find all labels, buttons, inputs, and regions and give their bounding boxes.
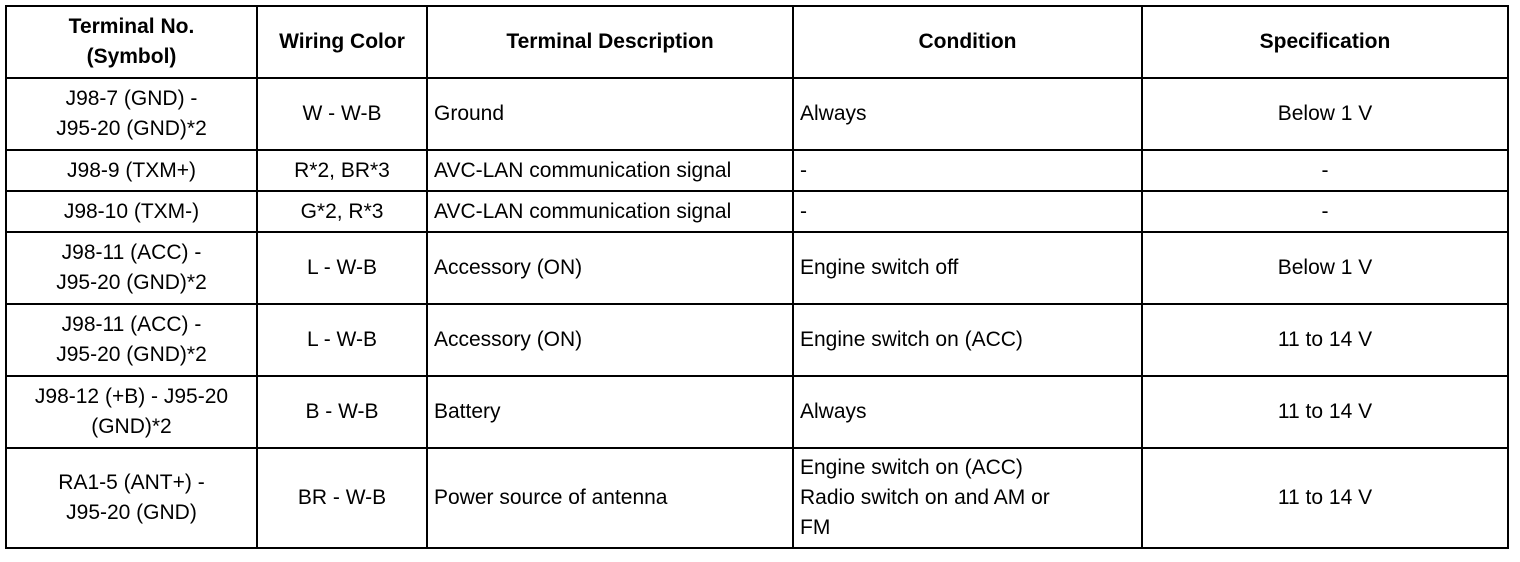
description-cell: Accessory (ON) [427, 232, 793, 304]
terminal-line: J98-10 (TXM-) [63, 199, 200, 223]
terminal-line: J98-9 (TXM+) [67, 158, 196, 182]
wiring-cell: W - W-B [257, 78, 427, 150]
condition-cell [793, 304, 1142, 376]
header-terminal-description: Terminal Description [427, 6, 793, 78]
table-row [6, 191, 1508, 232]
terminal-cell [6, 150, 257, 191]
condition-cell [793, 376, 1142, 448]
terminal-spec-table [5, 5, 1509, 549]
terminal-cell [6, 376, 257, 448]
wiring-cell: B - W-B [257, 376, 427, 448]
specification-cell: 11 to 14 V [1142, 304, 1508, 376]
terminal-line: (GND)*2 [91, 415, 172, 438]
terminal-line: J95-20 (GND)*2 [56, 117, 207, 140]
header-terminal-no [6, 6, 257, 78]
terminal-cell [6, 191, 257, 232]
terminal-line: RA1-5 (ANT+) - [58, 471, 205, 494]
table-header-row [6, 6, 1508, 78]
description-cell: Ground [427, 78, 793, 150]
description-cell: Battery [427, 376, 793, 448]
condition-cell [793, 150, 1142, 191]
terminal-line: J98-12 (+B) - J95-20 [34, 385, 229, 408]
terminal-line: J95-20 (GND)*2 [56, 271, 207, 294]
header-condition: Condition [793, 6, 1142, 78]
specification-cell: Below 1 V [1142, 232, 1508, 304]
table-row [6, 304, 1508, 376]
terminal-line: J98-11 (ACC) - [61, 313, 202, 336]
terminal-line: J98-7 (GND) - [65, 87, 198, 110]
table-row [6, 78, 1508, 150]
table-row [6, 376, 1508, 448]
terminal-line: J95-20 (GND)*2 [56, 343, 207, 366]
wiring-cell: L - W-B [257, 304, 427, 376]
table-row [6, 150, 1508, 191]
condition-line: Engine switch on (ACC) [800, 328, 1023, 351]
condition-line: Radio switch on and AM or [800, 486, 1050, 509]
condition-cell [793, 448, 1142, 548]
table-row [6, 232, 1508, 304]
condition-line: - [800, 199, 807, 223]
condition-line: Engine switch on (ACC) [800, 456, 1023, 479]
condition-line: FM [800, 516, 831, 539]
specification-cell: 11 to 14 V [1142, 376, 1508, 448]
header-wiring-color: Wiring Color [257, 6, 427, 78]
header-terminal-no-label: Terminal No. (Symbol) [68, 15, 195, 68]
description-cell: Accessory (ON) [427, 304, 793, 376]
terminal-cell [6, 78, 257, 150]
header-specification: Specification [1142, 6, 1508, 78]
condition-line: Always [800, 102, 867, 125]
wiring-cell: L - W-B [257, 232, 427, 304]
specification-cell: 11 to 14 V [1142, 448, 1508, 548]
description-cell: AVC-LAN communication signal [427, 191, 793, 232]
wiring-cell: BR - W-B [257, 448, 427, 548]
specification-cell: - [1142, 150, 1508, 191]
condition-cell [793, 191, 1142, 232]
terminal-cell [6, 232, 257, 304]
description-cell: Power source of antenna [427, 448, 793, 548]
wiring-cell: R*2, BR*3 [257, 150, 427, 191]
terminal-line: J95-20 (GND) [66, 501, 197, 524]
terminal-cell [6, 448, 257, 548]
condition-line: - [800, 158, 807, 182]
wiring-cell: G*2, R*3 [257, 191, 427, 232]
condition-cell [793, 78, 1142, 150]
condition-line: Always [800, 400, 867, 423]
condition-cell [793, 232, 1142, 304]
table-row [6, 448, 1508, 548]
condition-line: Engine switch off [800, 256, 959, 279]
specification-cell: - [1142, 191, 1508, 232]
terminal-line: J98-11 (ACC) - [61, 241, 202, 264]
specification-cell: Below 1 V [1142, 78, 1508, 150]
description-cell: AVC-LAN communication signal [427, 150, 793, 191]
terminal-cell [6, 304, 257, 376]
